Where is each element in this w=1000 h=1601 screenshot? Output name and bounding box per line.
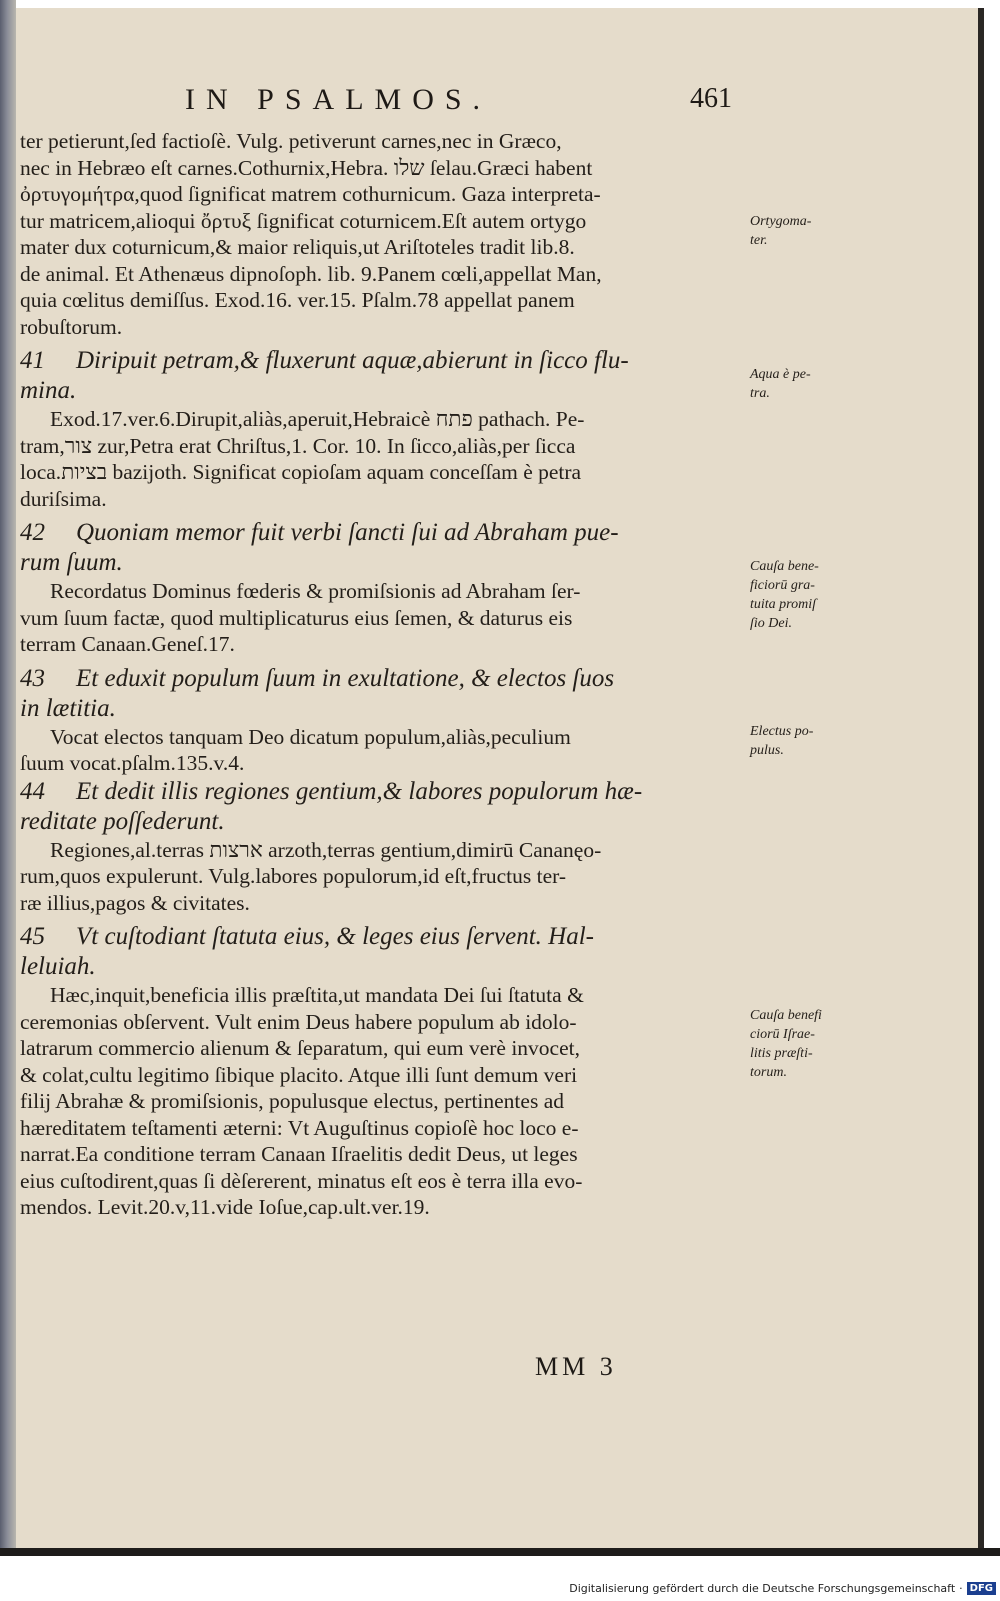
commentary-line: ræ illius,pagos & civitates. <box>20 890 250 915</box>
verse-43-line-2: in lætitia. <box>20 694 116 722</box>
margin-note-line: Cauſa bene- <box>750 559 819 574</box>
commentary-line: filij Abrahæ & promiſsionis, populusque electus, pertinentes ad <box>20 1089 564 1113</box>
commentary-line: Exod.17.ver.6.Dirupit,aliàs,aperuit,Hebraicè פתח pathach. Pe- <box>50 407 585 431</box>
verse-number: 42 <box>20 519 45 546</box>
verse-45-line-1 <box>20 922 742 952</box>
margin-note-line: Electus po- <box>750 724 814 739</box>
margin-note-line: ſio Dei. <box>750 616 792 631</box>
text-line: tur matricem,alioqui ὄρτυξ ſignificat coturnicem.Eſt autem ortygo <box>20 208 587 233</box>
verse-43-line-1 <box>20 664 742 694</box>
margin-note-line: ciorū Iſrae- <box>750 1027 815 1042</box>
verse-text: Quoniam memor fuit verbi ſancti ſui ad Abraham pue- <box>76 519 619 546</box>
commentary-line: terram Canaan.Geneſ.17. <box>20 632 235 656</box>
margin-note-line: Aqua è pe- <box>750 367 811 382</box>
verse-number: 45 <box>20 923 45 950</box>
margin-note-causa-beneficiorum <box>750 1006 870 1082</box>
verse-number: 41 <box>20 347 45 374</box>
verse-41-line-2: mina. <box>20 377 77 404</box>
verse-number: 43 <box>20 664 45 692</box>
signature-mark: MM 3 <box>535 1352 617 1381</box>
verse-42-line-2: rum ſuum. <box>20 549 123 576</box>
commentary-line: rum,quos expulerunt. Vulg.labores populorum,id eſt,fructus ter- <box>20 864 567 888</box>
commentary-line: Recordatus Dominus fœderis & promiſsionis ad Abraham ſer- <box>50 579 581 603</box>
margin-note-line: tra. <box>750 386 770 401</box>
commentary-line: ceremonias obſervent. Vult enim Deus habere populum ab idolo- <box>20 1009 577 1034</box>
margin-note-electus <box>750 722 870 760</box>
verse-text: Et dedit illis regiones gentium,& labores populorum hæ- <box>76 777 643 805</box>
commentary-line: duriſsima. <box>20 486 107 511</box>
dfg-logo: DFG <box>967 1582 996 1595</box>
separator-dot: · <box>959 1582 963 1595</box>
margin-note-ortygomater <box>750 212 870 250</box>
page-bottom-edge <box>0 1548 1000 1556</box>
main-text <box>20 128 742 1221</box>
verse-text: Et eduxit populum ſuum in exultatione, & electos ſuos <box>76 664 615 692</box>
text-line: ter petierunt,ſed factioſè. Vulg. petiverunt carnes,nec in Græco, <box>20 129 562 153</box>
footer <box>569 1582 996 1595</box>
margin-note-causa-gratuita <box>750 557 870 633</box>
commentary-line: mendos. Levit.20.v,11.vide Ioſue,cap.ult.ver.19. <box>20 1195 430 1219</box>
text-line: robuſtorum. <box>20 314 123 339</box>
margin-note-line: Cauſa benefi <box>750 1008 822 1023</box>
margin-note-line: ter. <box>750 233 768 248</box>
verse-text: Diripuit petram,& fluxerunt aquæ,abierunt in ſicco flu- <box>76 347 629 374</box>
verse-44-line-2: reditate poſſederunt. <box>20 807 225 835</box>
margin-note-line: ficiorū gra- <box>750 578 815 593</box>
commentary-line: tram,צור zur,Petra erat Chriſtus,1. Cor. 10. In ſicco,aliàs,per ſicca <box>20 433 576 458</box>
commentary-line: Hæc,inquit,beneficia illis præſtita,ut mandata Dei ſui ſtatuta & <box>50 983 584 1007</box>
footer-text: Digitalisierung gefördert durch die Deutsche Forschungsgemeinschaft <box>569 1582 956 1595</box>
commentary-line: ſuum vocat.pſalm.135.v.4. <box>20 751 245 775</box>
verse-41-line-1 <box>20 346 742 376</box>
verse-45-line-2: leluiah. <box>20 953 96 980</box>
commentary-line: Regiones,al.terras ארצות arzoth,terras gentium,dimirū Cananęo- <box>50 837 602 862</box>
text-line: quia cœlitus demiſſus. Exod.16. ver.15. Pſalm.78 appellat panem <box>20 288 575 312</box>
commentary-line: eius cuſtodirent,quas ſi dèſererent, minatus eſt eos è terra illa evo- <box>20 1168 583 1193</box>
book-spine <box>0 0 16 1552</box>
commentary-line: hæreditatem teſtamenti æterni: Vt Auguſtinus copioſè hoc loco e- <box>20 1115 579 1140</box>
margin-note-aqua <box>750 365 870 403</box>
verse-text: Vt cuſtodiant ſtatuta eius, & leges eius ſervent. Hal- <box>76 923 594 950</box>
margin-note-line: tuita promiſ <box>750 597 816 612</box>
margin-note-line: Ortygoma- <box>750 214 812 229</box>
commentary-line: & colat,cultu legitimo ſibique placito. Atque illi ſunt demum veri <box>20 1062 578 1087</box>
commentary-line: vum ſuum factæ, quod multiplicaturus eius ſemen, & daturus eis <box>20 605 573 630</box>
commentary-line: loca.בציות bazijoth. Significat copioſam aquam conceſſam è petra <box>20 460 582 484</box>
margin-note-line: pulus. <box>750 743 784 758</box>
text-line: mater dux coturnicum,& maior reliquis,ut Ariſtoteles tradit lib.8. <box>20 235 575 259</box>
commentary-line: narrat.Ea conditione terram Canaan Iſraelitis dedit Deus, ut leges <box>20 1142 578 1166</box>
page-number: 461 <box>690 83 732 114</box>
commentary-line: Vocat electos tanquam Deo dicatum populum,aliàs,peculium <box>50 724 571 749</box>
verse-42-line-1 <box>20 518 742 548</box>
margin-note-line: torum. <box>750 1065 787 1080</box>
running-head: IN PSALMOS. <box>185 83 492 116</box>
text-line: de animal. Et Athenæus dipnoſoph. lib. 9.Panem cœli,appellat Man, <box>20 261 602 286</box>
text-line: nec in Hebræo eſt carnes.Cothurnix,Hebra. שלו ſelau.Græci habent <box>20 155 593 180</box>
verse-number: 44 <box>20 777 45 805</box>
text-line: ὀρτυγομήτρα,quod ſignificat matrem cothurnicum. Gaza interpreta- <box>20 182 601 206</box>
margin-note-line: litis præſti- <box>750 1046 813 1061</box>
verse-44-line-1 <box>20 777 742 807</box>
commentary-line: latrarum commercio alienum & ſeparatum, qui eum verè invocet, <box>20 1036 580 1060</box>
